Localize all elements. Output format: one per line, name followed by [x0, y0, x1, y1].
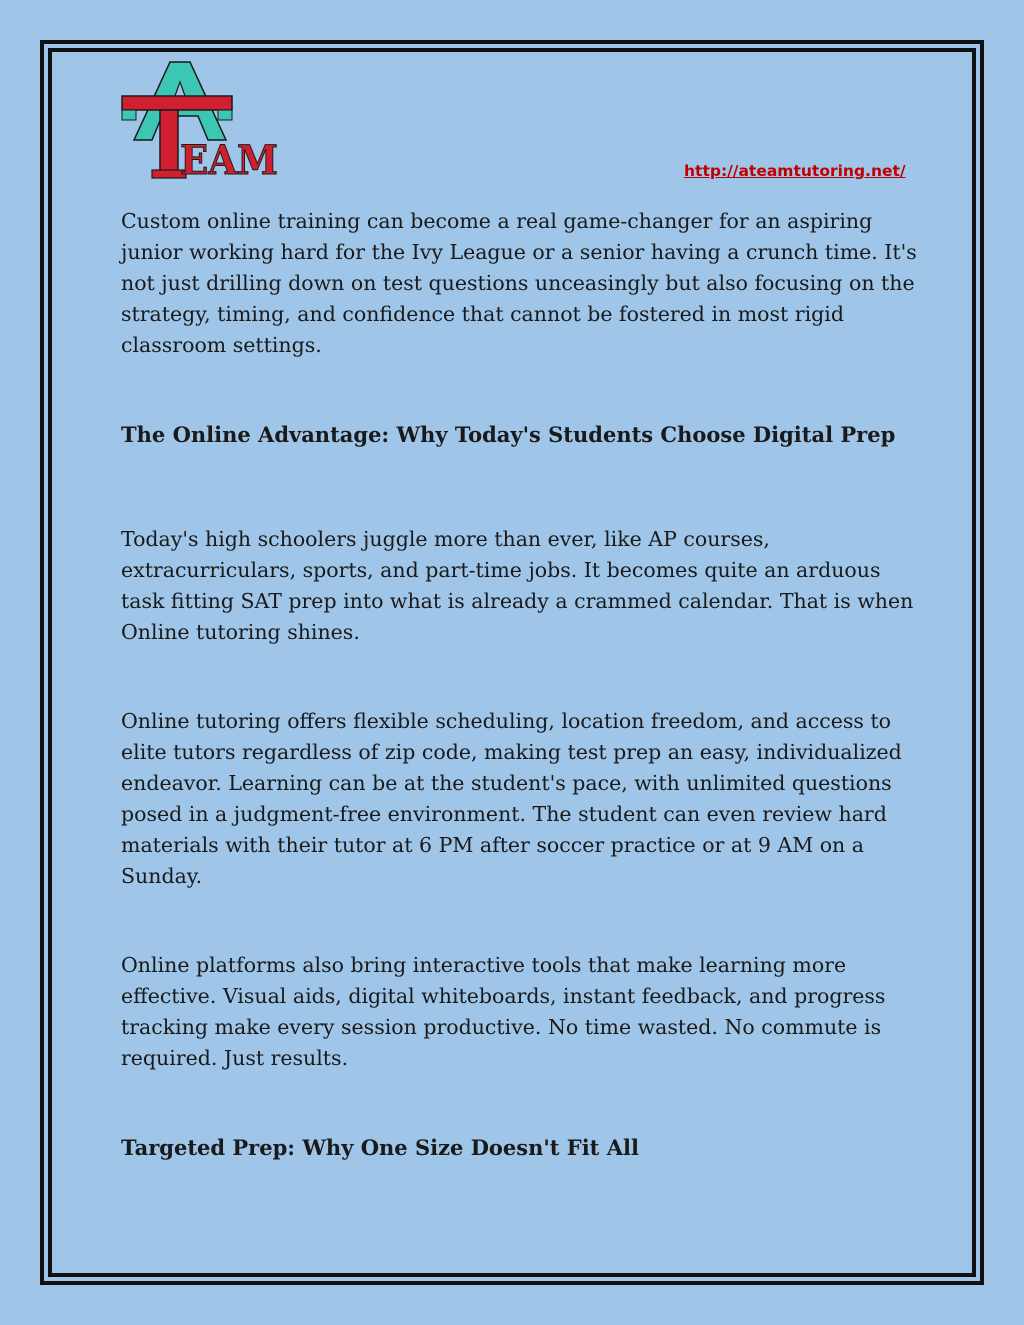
ateam-logo [118, 58, 282, 182]
heading-online-advantage: The Online Advantage: Why Today's Students Choose Digital Prep [121, 422, 896, 447]
article-body [121, 206, 921, 1163]
paragraph-flexible-scheduling: Online tutoring offers flexible scheduling, location freedom, and access to elite tutors regardless of zip code, making test prep an easy, individualized endeavor. Learning can be at the student's pace, with unlimited questions posed in a judgment-free environment. The student can even review hard materials with their tutor at 6 PM after soccer practice or at 9 AM on a Sunday. [121, 709, 902, 888]
ateam-logo-text: EAM [180, 137, 278, 182]
heading-targeted-prep: Targeted Prep: Why One Size Doesn't Fit All [121, 1135, 639, 1160]
paragraph-online-platforms: Online platforms also bring interactive tools that make learning more effective. Visual aids, digital whiteboards, instant feedback, and progress tracking make every session productive. No time wasted. No commute is required. Just results. [121, 953, 886, 1070]
intro-paragraph: Custom online training can become a real game-changer for an aspiring junior working hard for the Ivy League or a senior having a crunch time. It's not just drilling down on test questions unceasingly but also focusing on the strategy, timing, and confidence that cannot be fostered in most rigid classroom settings. [121, 209, 917, 357]
paragraph-high-schoolers: Today's high schoolers juggle more than ever, like AP courses, extracurriculars, sports, and part-time jobs. It becomes quite an arduous task fitting SAT prep into what is already a crammed calendar. That is when Online tutoring shines. [121, 527, 914, 644]
website-link[interactable]: http://ateamtutoring.net/ [684, 162, 906, 180]
